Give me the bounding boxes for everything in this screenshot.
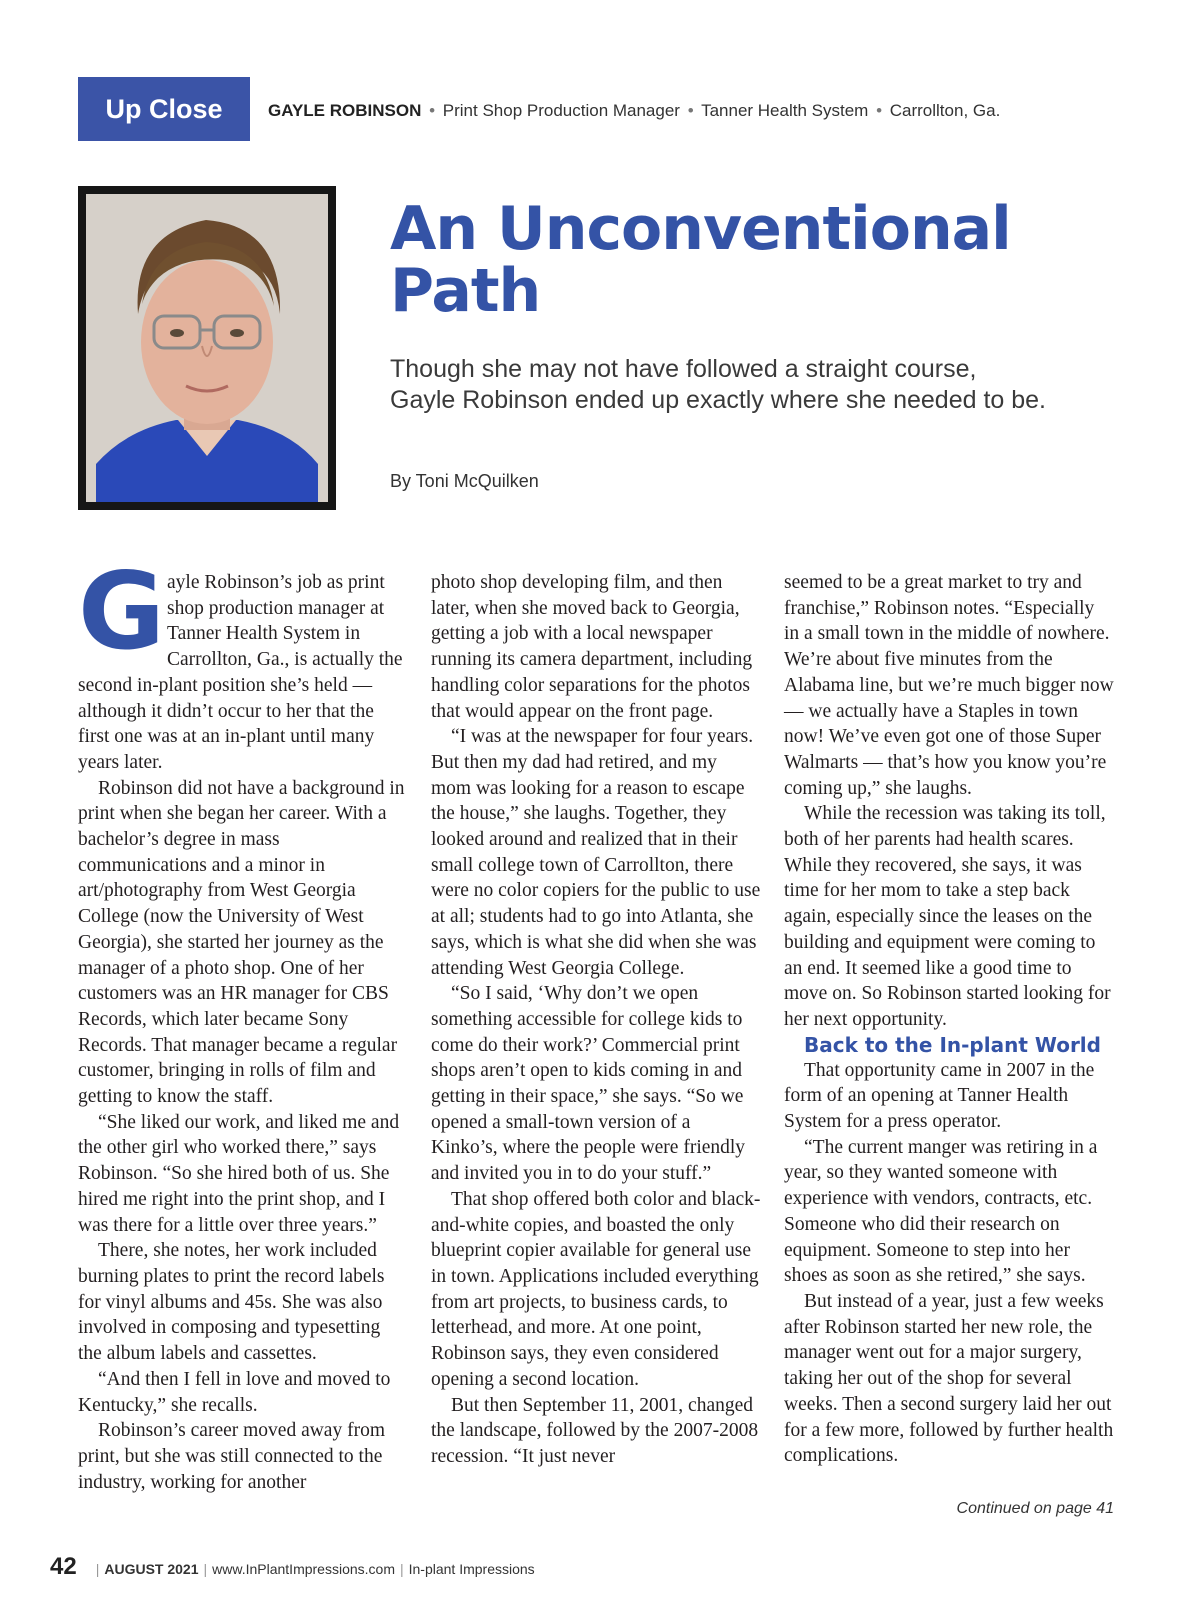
deck-line: Though she may not have followed a straight course, xyxy=(390,355,977,383)
section-subhead: Back to the In-plant World xyxy=(804,1032,1101,1057)
portrait-image xyxy=(86,194,328,502)
article-headline xyxy=(390,194,1011,326)
portrait-illustration xyxy=(86,194,328,502)
publication-name: In-plant Impressions xyxy=(408,1561,535,1577)
author-byline: By Toni McQuilken xyxy=(390,471,539,491)
subject-name: GAYLE ROBINSON xyxy=(268,101,422,120)
footer-separator: | xyxy=(399,1561,404,1577)
footer-separator: | xyxy=(203,1561,208,1577)
article-column-1 xyxy=(78,550,408,1495)
deck-line: Gayle Robinson ended up exactly where she needed to be. xyxy=(390,386,1047,414)
separator-dot: • xyxy=(876,101,883,120)
paragraph: Robinson’s career moved away from print, but she was still connected to the industry, working for another xyxy=(78,1420,385,1493)
paragraph: “And then I fell in love and moved to Kentucky,” she recalls. xyxy=(78,1368,391,1416)
section-badge xyxy=(78,77,250,141)
drop-cap: G xyxy=(78,550,164,673)
article-column-3 xyxy=(784,570,1114,1469)
subject-location: Carrollton, Ga. xyxy=(889,101,1001,120)
headline-line: An Unconventional xyxy=(390,194,1011,264)
separator-dot: • xyxy=(687,101,694,120)
website-link[interactable]: www.InPlantImpressions.com xyxy=(212,1561,395,1577)
footer-separator: | xyxy=(95,1561,100,1577)
paragraph: “She liked our work, and liked me and the other girl who worked there,” says Robinson. “So she hired both of us. She hired me right into the print shop, and I was there for a little over three years.” xyxy=(78,1111,400,1236)
subject-title: Print Shop Production Manager xyxy=(442,101,680,120)
paragraph: That opportunity came in 2007 in the form of an opening at Tanner Health System for a press operator. xyxy=(784,1059,1095,1133)
paragraph: ayle Robinson’s job as print shop production manager at Tanner Health System in Carrollton, Ga., is actually the second in-plant position she’s held — although it didn’t occur to her that the first one was at an in-plant until many years later. xyxy=(78,572,403,773)
section-label: Up Close xyxy=(105,93,223,124)
subject-byline xyxy=(268,101,1000,121)
continued-note: Continued on page 41 xyxy=(956,1500,1114,1517)
page-number: 42 xyxy=(50,1553,77,1580)
paragraph: While the recession was taking its toll, both of her parents had health scares. While they recovered, she says, it was time for her mom to take a step back again, especially since the leases on the building and equipment were coming to an end. It seemed like a good time to move on. So Robinson started looking for her next opportunity. xyxy=(784,803,1111,1030)
paragraph: “I was at the newspaper for four years. But then my dad had retired, and my mom was looking for a reason to escape the house,” she laughs. Together, they looked around and realized that in their small college town of Carrollton, there were no color copiers for the public to use at all; students had to go into Atlanta, she says, which is what she did when she was attending West Georgia College. xyxy=(431,726,761,979)
paragraph: There, she notes, her work included burning plates to print the record labels for vinyl albums and 45s. She was also involved in composing and typesetting the album labels and cassettes. xyxy=(78,1240,385,1365)
paragraph: photo shop developing film, and then later, when she moved back to Georgia, getting a job with a local newspaper running its camera department, including handling color separations for the photos that would appear on the front page. xyxy=(431,572,753,722)
paragraph: Robinson did not have a background in print when she began her career. With a bachelor’s degree in mass communications and a minor in art/photography from West Georgia College (now the University of West Georgia), she started her journey as the manager of a photo shop. One of her customers was an HR manager for CBS Records, which later became Sony Records. That manager became a regular customer, bringing in rolls of film and getting to know the staff. xyxy=(78,777,405,1108)
paragraph: seemed to be a great market to try and franchise,” Robinson notes. “Especially in a small town in the middle of nowhere. We’re about five minutes from the Alabama line, but we’re much bigger now — we actually have a Staples in town now! We’ve even got one of those Super Walmarts — that’s how you know you’re coming up,” she laughs. xyxy=(784,572,1114,799)
paragraph: But instead of a year, just a few weeks after Robinson started her new role, the manager went out for a major surgery, taking her out of the shop for several weeks. Then a second surgery laid her out for a few more, followed by further health complications. xyxy=(784,1290,1114,1467)
issue-date: AUGUST 2021 xyxy=(104,1561,199,1577)
subject-org: Tanner Health System xyxy=(701,101,869,120)
article-deck xyxy=(390,354,1150,416)
portrait-photo xyxy=(78,186,336,510)
paragraph: But then September 11, 2001, changed the landscape, followed by the 2007-2008 recession. “It just never xyxy=(431,1394,759,1467)
paragraph: “The current manger was retiring in a year, so they wanted someone with experience with vendors, contracts, etc. Someone who did their research on equipment. Someone to step into her shoes as soon as she retired,” she says. xyxy=(784,1136,1098,1287)
article-column-2 xyxy=(431,570,761,1470)
page-footer xyxy=(50,1553,535,1581)
headline-line: Path xyxy=(390,256,541,326)
paragraph: That shop offered both color and black-and-white copies, and boasted the only blueprint copier available for general use in town. Applications included everything from art projects, to business cards, to letterhead, and more. At one point, Robinson says, they even considered opening a second location. xyxy=(431,1188,761,1390)
separator-dot: • xyxy=(429,101,436,120)
paragraph: “So I said, ‘Why don’t we open something accessible for college kids to come do their work?’ Commercial print shops aren’t open to kids coming in and getting in their space,” she says. “So we opened a small-town version of a Kinko’s, where the people were friendly and invited you in to do your stuff.” xyxy=(431,983,746,1185)
